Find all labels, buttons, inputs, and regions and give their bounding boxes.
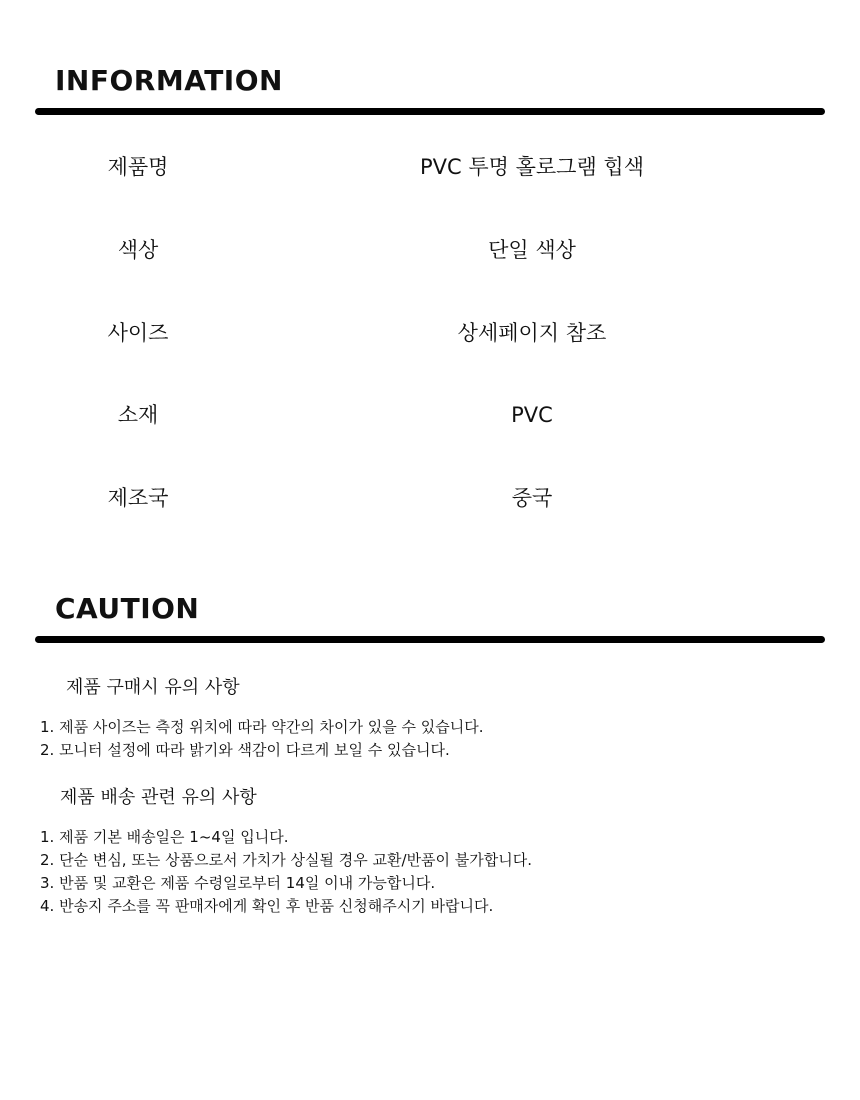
info-row-origin bbox=[0, 478, 860, 518]
info-value: 중국 bbox=[511, 486, 553, 510]
info-label: 색상 bbox=[117, 238, 159, 262]
info-label: 제품명 bbox=[107, 155, 169, 179]
list-item: 3. 반품 및 교환은 제품 수령일로부터 14일 이내 가능합니다. bbox=[40, 874, 436, 892]
info-value: PVC 투명 홀로그램 힙색 bbox=[419, 155, 644, 179]
list-item: 4. 반송지 주소를 꼭 판매자에게 확인 후 반품 신청해주시기 바랍니다. bbox=[40, 897, 494, 915]
shipping-notice-title: 제품 배송 관련 유의 사항 bbox=[60, 787, 257, 808]
shipping-notice-list bbox=[40, 826, 532, 918]
information-heading: INFORMATION bbox=[55, 64, 283, 97]
info-value: PVC bbox=[511, 403, 553, 427]
info-row-product-name bbox=[0, 147, 860, 187]
info-label: 제조국 bbox=[107, 486, 169, 510]
list-item: 2. 모니터 설정에 따라 밝기와 색감이 다르게 보일 수 있습니다. bbox=[40, 741, 450, 759]
info-row-material bbox=[0, 395, 860, 435]
info-row-size bbox=[0, 313, 860, 353]
list-item: 2. 단순 변심, 또는 상품으로서 가치가 상실될 경우 교환/반품이 불가합니다. bbox=[40, 851, 533, 869]
info-value: 단일 색상 bbox=[488, 238, 576, 262]
info-label: 소재 bbox=[117, 403, 159, 427]
purchase-notice-title: 제품 구매시 유의 사항 bbox=[66, 677, 240, 698]
caution-divider bbox=[35, 636, 825, 643]
info-label: 사이즈 bbox=[107, 321, 169, 345]
list-item: 1. 제품 기본 배송일은 1~4일 입니다. bbox=[40, 828, 289, 846]
info-row-color bbox=[0, 230, 860, 270]
caution-heading: CAUTION bbox=[55, 592, 200, 625]
info-value: 상세페이지 참조 bbox=[457, 321, 607, 345]
purchase-notice-list bbox=[40, 716, 484, 762]
list-item: 1. 제품 사이즈는 측정 위치에 따라 약간의 차이가 있을 수 있습니다. bbox=[40, 718, 484, 736]
information-divider bbox=[35, 108, 825, 115]
